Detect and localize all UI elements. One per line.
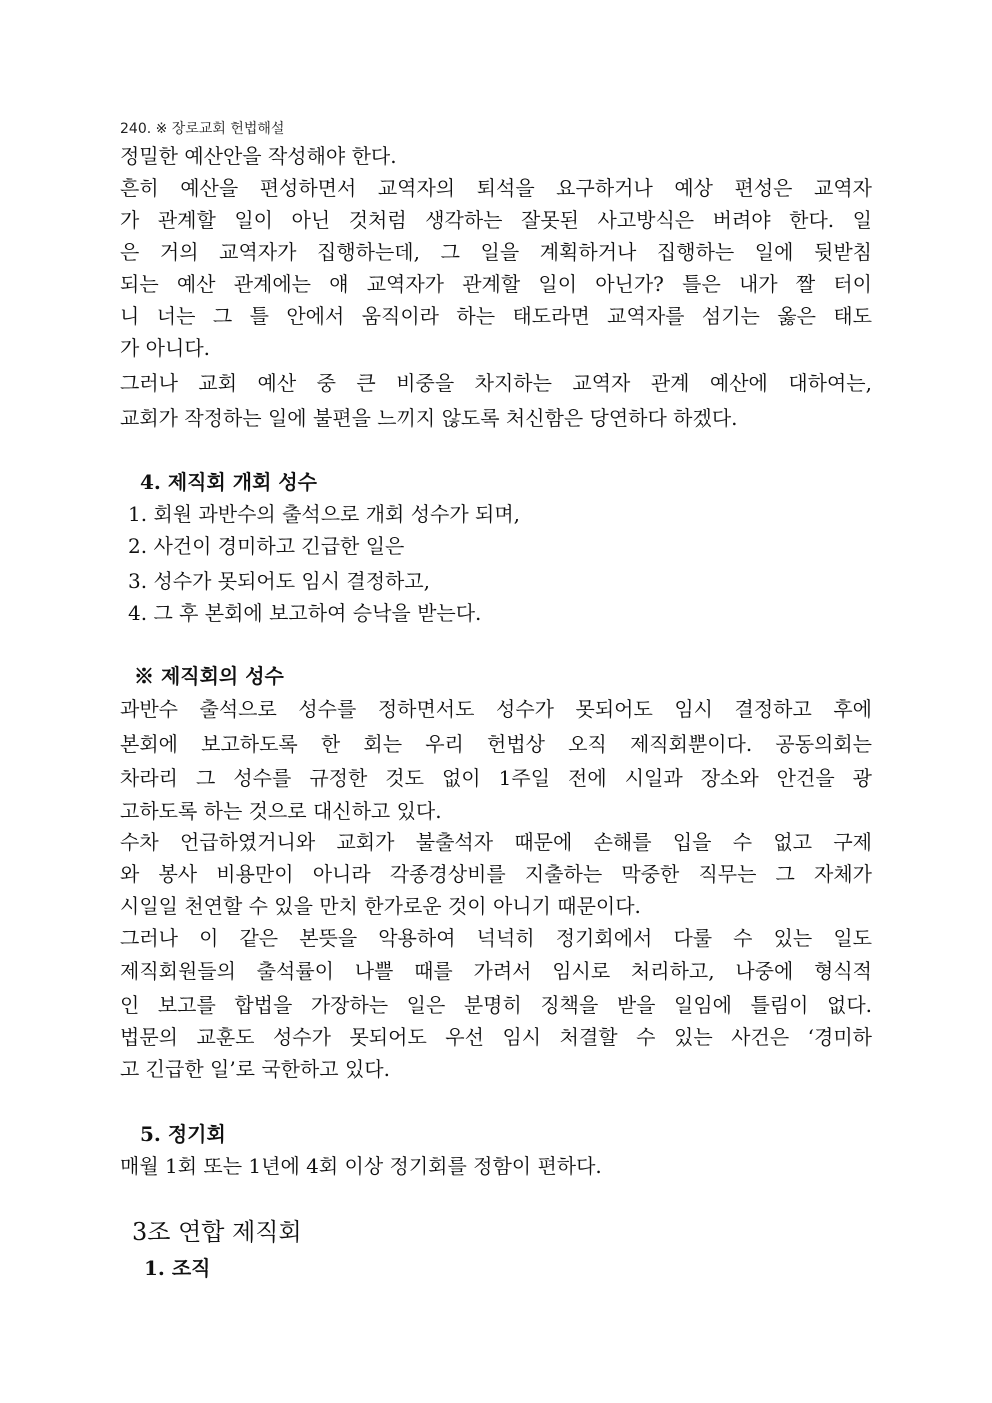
page-header: 240. ※ 장로교회 헌법해설 xyxy=(120,121,285,137)
paragraph-line: 법문의 교훈도 성수가 못되어도 우선 임시 처결할 수 있는 사건은 ‘경미하 xyxy=(120,1025,872,1049)
paragraph-line: 은 거의 교역자가 집행하는데, 그 일을 계획하거나 집행하는 일에 뒷받침 xyxy=(120,240,872,264)
list-item: 3. 성수가 못되어도 임시 결정하고, xyxy=(128,569,431,593)
paragraph-line: 되는 예산 관계에는 얘 교역자가 관계할 일이 아닌가? 틀은 내가 짤 터이 xyxy=(120,272,872,296)
paragraph-line: 그러나 이 같은 본뜻을 악용하여 넉넉히 정기회에서 다룰 수 있는 일도 xyxy=(120,926,872,950)
paragraph-line: 본회에 보고하도록 한 회는 우리 헌법상 오직 제직회뿐이다. 공동의회는 xyxy=(120,732,872,756)
paragraph-line: 인 보고를 합법을 가장하는 일은 분명히 징책을 받을 일임에 틀림이 없다. xyxy=(120,993,872,1017)
paragraph-line: 가 관계할 일이 아닌 것처럼 생각하는 잘못된 사고방식은 버려야 한다. 일 xyxy=(120,208,872,232)
section-4-title: 4. 제직회 개회 성수 xyxy=(140,470,318,494)
article-3-subtitle: 1. 조직 xyxy=(144,1256,211,1280)
paragraph-line: 제직회원들의 출석률이 나쁠 때를 가려서 임시로 처리하고, 나중에 형식적 xyxy=(120,959,872,983)
paragraph-line: 시일일 천연할 수 있을 만치 한가로운 것이 아니기 때문이다. xyxy=(120,894,641,918)
paragraph-line: 교회가 작정하는 일에 불편을 느끼지 않도록 처신함은 당연하다 하겠다. xyxy=(120,406,738,430)
paragraph-line: 고 긴급한 일’로 국한하고 있다. xyxy=(120,1057,390,1081)
paragraph-line: 그러나 교회 예산 중 큰 비중을 차지하는 교역자 관계 예산에 대하여는, xyxy=(120,371,872,395)
section-5-title: 5. 정기회 xyxy=(140,1122,226,1146)
paragraph-line: 니 너는 그 틀 안에서 움직이라 하는 태도라면 교역자를 섬기는 옳은 태도 xyxy=(120,304,872,328)
list-item: 1. 회원 과반수의 출석으로 개회 성수가 되며, xyxy=(128,502,521,526)
paragraph-line: 정밀한 예산안을 작성해야 한다. xyxy=(120,144,397,168)
paragraph-line: 과반수 출석으로 성수를 정하면서도 성수가 못되어도 임시 결정하고 후에 xyxy=(120,697,872,721)
paragraph-line: 흔히 예산을 편성하면서 교역자의 퇴석을 요구하거나 예상 편성은 교역자 xyxy=(120,176,872,200)
list-item: 2. 사건이 경미하고 긴급한 일은 xyxy=(128,534,405,558)
list-item: 4. 그 후 본회에 보고하여 승낙을 받는다. xyxy=(128,601,482,625)
paragraph-line: 수차 언급하였거니와 교회가 불출석자 때문에 손해를 입을 수 없고 구제 xyxy=(120,830,872,854)
paragraph-line: 차라리 그 성수를 규정한 것도 없이 1주일 전에 시일과 장소와 안건을 광 xyxy=(120,766,872,790)
paragraph-line: 고하도록 하는 것으로 대신하고 있다. xyxy=(120,799,442,823)
article-3-title: 3조 연합 제직회 xyxy=(132,1218,302,1246)
paragraph-line: 매월 1회 또는 1년에 4회 이상 정기회를 정함이 편하다. xyxy=(120,1154,602,1178)
paragraph-line: 가 아니다. xyxy=(120,336,210,360)
note-title: ※ 제직회의 성수 xyxy=(134,664,284,688)
paragraph-line: 와 봉사 비용만이 아니라 각종경상비를 지출하는 막중한 직무는 그 자체가 xyxy=(120,862,872,886)
